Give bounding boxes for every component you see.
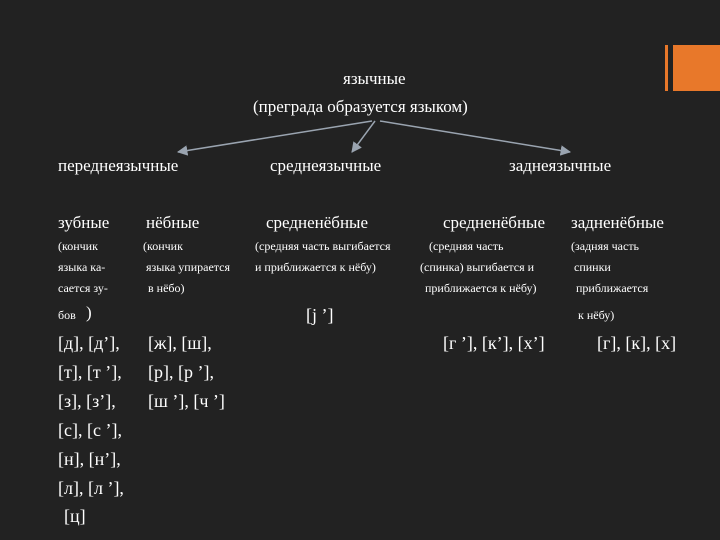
subgroup-mid-palatal-2: средненёбные (443, 213, 546, 232)
desc-back-palatal-line: приближается (576, 281, 649, 295)
desc-palatal-line: в нёбо) (148, 281, 185, 295)
sounds-dental-line: [ц] (64, 506, 86, 526)
desc-dental-line: сается зу- (58, 281, 108, 295)
subgroup-back-palatal: задненёбные (571, 213, 664, 232)
group-back: заднеязычные (509, 156, 612, 175)
sounds-palatal-line: [р], [р ’], (148, 362, 214, 382)
sounds-dental-line: [н], [н’], (58, 449, 121, 469)
sounds-dental-line: [с], [с ’], (58, 420, 122, 440)
desc-back-palatal-line: к нёбу) (578, 308, 615, 322)
root-subtitle: (преграда образуется языком) (253, 97, 468, 116)
sounds-mid-palatal-1: [j ’] (306, 305, 334, 325)
subgroup-palatal: нёбные (146, 213, 200, 232)
sounds-palatal-line: [ж], [ш], (148, 333, 212, 353)
desc-mid-palatal-2-line: (спинка) выгибается и (420, 260, 535, 274)
desc-mid-palatal-1-line: и приближается к нёбу) (255, 260, 376, 274)
arrow-to-front (178, 121, 372, 152)
subgroup-mid-palatal-1: средненёбные (266, 213, 369, 232)
sounds-mid-palatal-2: [г ’], [к’], [х’] (443, 333, 545, 353)
desc-mid-palatal-2-line: приближается к нёбу) (425, 281, 537, 295)
desc-mid-palatal-1-line: (средняя часть выгибается (255, 239, 391, 253)
desc-dental-close: ) (86, 303, 92, 322)
desc-dental-line: языка ка- (58, 260, 106, 274)
sounds-palatal-line: [ш ’], [ч ’] (148, 391, 225, 411)
subgroup-dental: зубные (58, 213, 110, 232)
desc-back-palatal-line: (задняя часть (571, 239, 640, 253)
sounds-dental-line: [з], [з’], (58, 391, 116, 411)
group-front: переднеязычные (58, 156, 179, 175)
sounds-dental-line: [л], [л ’], (58, 478, 124, 498)
desc-back-palatal-line: спинки (574, 260, 611, 274)
group-middle: среднеязычные (270, 156, 382, 175)
desc-dental-line: бов (58, 308, 76, 322)
desc-palatal-line: языка упирается (146, 260, 231, 274)
sounds-back-palatal: [г], [к], [х] (597, 333, 677, 353)
desc-dental-line: (кончик (58, 239, 98, 253)
arrow-to-middle (352, 121, 375, 152)
root-title: язычные (343, 69, 406, 88)
sounds-dental-line: [д], [д’], (58, 333, 120, 353)
desc-palatal-line: (кончик (143, 239, 183, 253)
desc-mid-palatal-2-line: (средняя часть (429, 239, 504, 253)
sounds-dental-line: [т], [т ’], (58, 362, 122, 382)
arrow-to-back (380, 121, 570, 152)
